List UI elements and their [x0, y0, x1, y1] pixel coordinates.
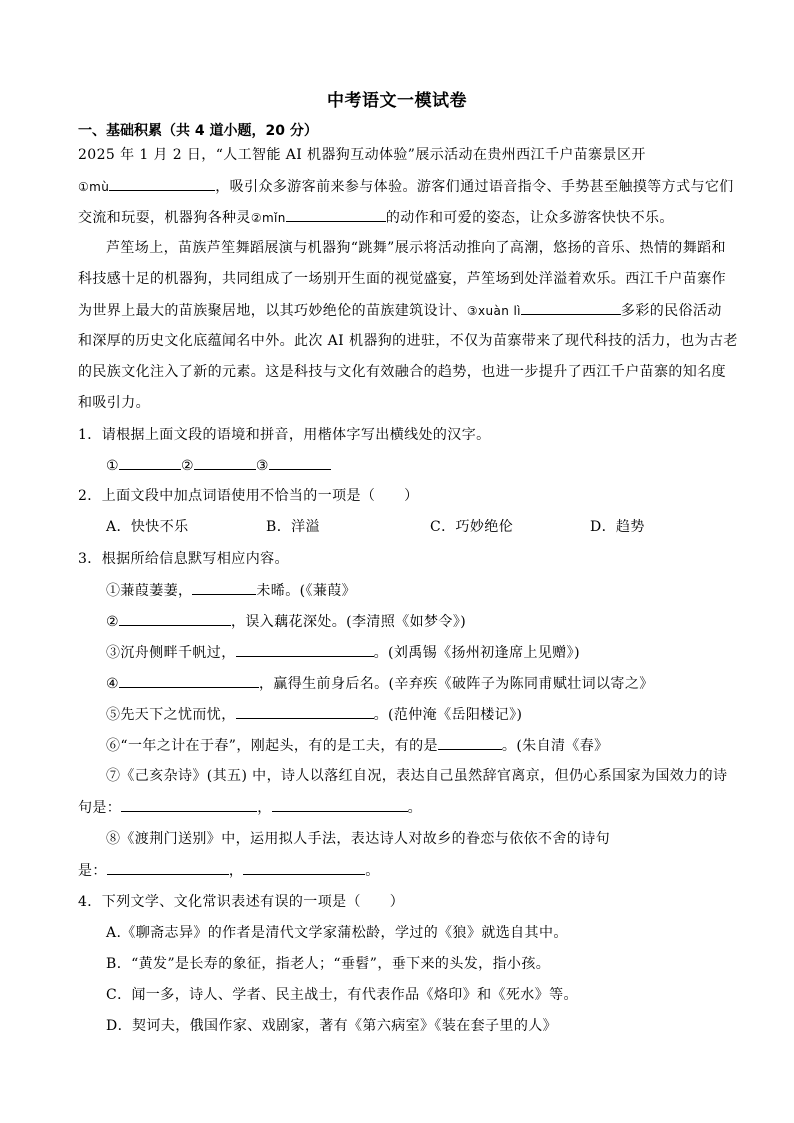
passage-line-1: 2025 年 1 月 2 日，“人工智能 AI 机器狗互动体验”展示活动在贵州西江千户苗寨景区开 [78, 147, 646, 163]
q2-option-b[interactable]: B．洋溢 [266, 519, 320, 535]
passage-line-6: 为世界上最大的苗族聚居地，以其巧妙绝伦的苗族建筑设计、③xuàn lì 多彩的民俗活动 [78, 300, 750, 321]
q1-blank-2[interactable] [194, 455, 256, 470]
page-title: 中考语文一模试卷 [327, 91, 467, 111]
passage-line-2: ①mù ，吸引众多游客前来参与体验。游客们通过语音指令、手势甚至触摸等方式与它们 [78, 176, 750, 197]
blank-marker-2: ②mǐn [250, 211, 286, 225]
section-heading: 一、基础积累（共 4 道小题，20 分） [78, 123, 318, 139]
answer-blank-3[interactable] [521, 300, 621, 315]
answer-blank-1[interactable] [109, 176, 215, 191]
q4-option-b[interactable]: B．“黄发”是长寿的象征，指老人；“垂髫”，垂下来的头发，指小孩。 [106, 956, 551, 972]
passage-line-3: 交流和玩耍，机器狗各种灵②mǐn 的动作和可爱的姿态，让众多游客快快不乐。 [78, 207, 750, 228]
q3-blank-1[interactable] [192, 580, 256, 595]
q3-item-2: ② ，误入藕花深处。(李清照《如梦令》) [106, 611, 750, 632]
passage-line-7: 和深厚的历史文化底蕴闻名中外。此次 AI 机器狗的进驻，不仅为苗寨带来了现代科技的活力，也为古老 [78, 333, 738, 349]
q4-option-c[interactable]: C．闻一多，诗人、学者、民主战士，有代表作品《烙印》和《死水》等。 [106, 987, 578, 1003]
q3-blank-7a[interactable] [121, 797, 257, 812]
q3-item-5: ⑤先天下之忧而忧， 。(范仲淹《岳阳楼记》) [106, 704, 750, 725]
question-2-stem: 2．上面文段中加点词语使用不恰当的一项是（ ） [78, 488, 419, 504]
q2-option-d[interactable]: D．趋势 [590, 519, 645, 535]
q3-item-8-answer: 是： ， 。 [78, 860, 750, 881]
passage-line-9: 和吸引力。 [78, 395, 150, 411]
q2-option-a[interactable]: A．快快不乐 [106, 519, 189, 535]
q2-option-c[interactable]: C．巧妙绝伦 [430, 519, 514, 535]
q4-option-a[interactable]: A.《聊斋志异》的作者是清代文学家蒲松龄，学过的《狼》就选自其中。 [106, 925, 568, 941]
q3-item-4: ④ ，赢得生前身后名。(辛弃疾《破阵子为陈同甫赋壮词以寄之》 [106, 673, 750, 694]
q1-blank-1[interactable] [119, 455, 181, 470]
q3-blank-2[interactable] [119, 611, 231, 626]
blank-marker-1: ①mù [78, 180, 110, 194]
q3-blank-6[interactable] [438, 735, 502, 750]
q3-item-8: ⑧《渡荆门送别》中，运用拟人手法，表达诗人对故乡的眷恋与依依不舍的诗句 [106, 831, 610, 847]
q3-item-6: ⑥“一年之计在于春”，刚起头，有的是工夫，有的是 。(朱自清《春》 [106, 735, 750, 756]
q3-blank-4[interactable] [119, 673, 259, 688]
question-1-stem: 1．请根据上面文段的语境和拼音，用楷体字写出横线处的汉字。 [78, 427, 491, 443]
q4-option-d[interactable]: D．契诃夫，俄国作家、戏剧家，著有《第六病室》《装在套子里的人》 [106, 1018, 558, 1034]
passage-line-8: 的民族文化注入了新的元素。这是科技与文化有效融合的趋势，也进一步提升了西江千户苗寨的知名度 [78, 364, 726, 380]
question-3-stem: 3．根据所给信息默写相应内容。 [78, 551, 289, 567]
q3-blank-3[interactable] [236, 642, 374, 657]
question-2-options [106, 517, 750, 537]
q3-blank-8a[interactable] [107, 860, 229, 875]
q3-blank-8b[interactable] [243, 860, 365, 875]
answer-blank-2[interactable] [286, 207, 386, 222]
blank-marker-3: ③xuàn lì [466, 304, 521, 318]
passage-line-5: 科技感十足的机器狗，共同组成了一场别开生面的视觉盛宴，芦笙场到处洋溢着欢乐。西江千户苗寨作 [78, 271, 726, 287]
q1-blank-3[interactable] [269, 455, 331, 470]
q3-blank-5[interactable] [236, 704, 374, 719]
q3-item-7-answer: 句是： ， 。 [78, 797, 750, 818]
q3-item-3: ③沉舟侧畔千帆过， 。(刘禹锡《扬州初逢席上见赠》) [106, 642, 750, 663]
question-1-blanks: ① ② ③ [106, 455, 750, 476]
q3-item-7: ⑦《己亥杂诗》(其五) 中，诗人以落红自况，表达自己虽然辞官离京，但仍心系国家为国效力的诗 [106, 768, 728, 784]
question-4-stem: 4．下列文学、文化常识表述有误的一项是（ ） [78, 894, 405, 910]
passage-line-4: 芦笙场上，苗族芦笙舞蹈展演与机器狗“跳舞”展示将活动推向了高潮，悠扬的音乐、热情的舞蹈和 [106, 240, 726, 256]
q3-blank-7b[interactable] [272, 797, 408, 812]
q3-item-1: ①蒹葭萋萋， 未晞。(《蒹葭》 [106, 580, 750, 601]
